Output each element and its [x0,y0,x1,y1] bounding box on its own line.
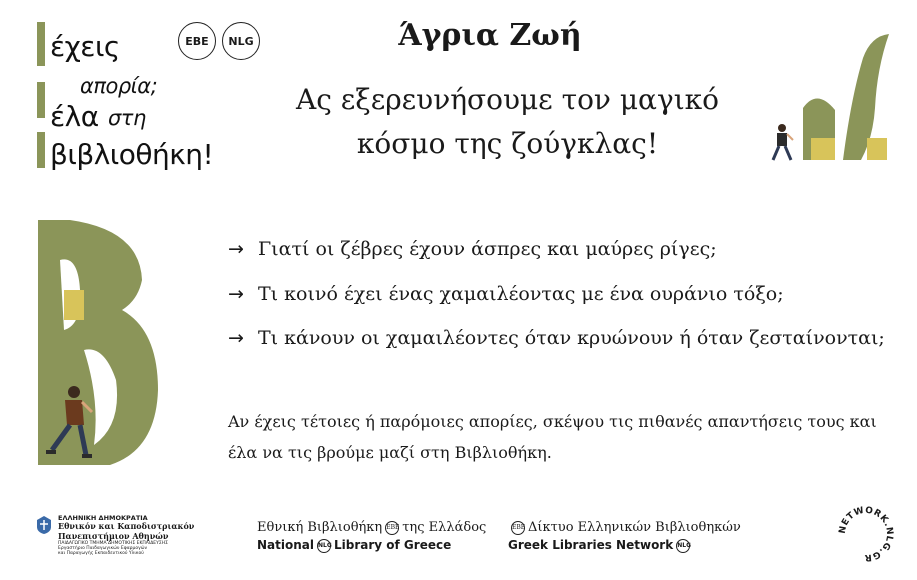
slogan-line-2: απορία; [80,74,158,98]
question-1 [228,238,717,260]
arrow-icon: → [228,327,244,349]
university-logo-text [58,515,194,556]
slogan-line-4: βιβλιοθήκη! [50,138,214,171]
slogan-bar-bottom [37,132,45,168]
network-english-badge: NLG [676,539,690,553]
page-subtitle [270,78,745,166]
subtitle-line-1: Ας εξερευνήσουμε τον μαγικό [295,83,720,116]
network-english: Greek Libraries Network [508,538,674,552]
question-2 [228,283,784,305]
slogan-line-3: έλα [50,100,99,133]
nlg-english-line [257,538,486,553]
nlg-english-badge: NLG [317,539,331,553]
nlg-badge: NLG [222,22,260,60]
question-1-text: Γιατί οι ζέβρες έχουν άσπρες και μαύρες ρίγες; [258,238,717,260]
network-english-line [508,538,741,553]
arrow-icon: → [228,283,244,305]
network-greek-line [508,520,741,535]
nlg-english-b: Library of Greece [334,538,452,552]
uoa-line-6: και Παραγωγής Εκπαιδευτικού Υλικού [58,551,144,557]
question-3 [228,327,885,349]
nlg-greek-line [257,520,486,535]
nlg-greek-a: Εθνική Βιβλιοθήκη [257,520,383,535]
page-title: Άγρια Ζωή [398,18,582,53]
svg-text:NETWORK.NLG.GR [838,506,894,562]
uoa-line-2: Εθνικόν και Καποδιστριακόν [58,521,195,532]
network-greek-badge: EBE [511,521,525,535]
question-2-text: Τι κοινό έχει ένας χαμαιλέοντας με ένα ουράνιο τόξο; [258,283,784,305]
arrow-icon: → [228,238,244,260]
slogan-line-3-small: στη [108,106,146,130]
nlg-greek-badge: EBE [385,521,399,535]
uoa-line-5: Εργαστήριο Παιδαγωγικών Εφαρμογών [58,546,148,552]
decorative-letter-beta [30,220,165,465]
network-greek: Δίκτυο Ελληνικών Βιβλιοθηκών [528,520,741,535]
subtitle-line-2: κόσμο της ζούγκλας! [356,127,659,160]
ebe-badge: EBE [178,22,216,60]
nlg-english-a: National [257,538,314,552]
nlg-logo-text [257,520,486,553]
question-3-text: Τι κάνουν οι χαμαιλέοντες όταν κρυώνουν ή όταν ζεσταίνονται; [258,327,885,349]
invitation-paragraph: Αν έχεις τέτοιες ή παρόμοιες απορίες, σκέψου τις πιθανές απαντήσεις τους και έλα να τις βρούμε μαζί στη Βιβλιοθήκη. [228,412,877,462]
network-circle-logo [838,506,894,562]
uoa-line-3: Πανεπιστήμιον Αθηνών [58,530,169,541]
uoa-line-4: ΠΑΙΔΑΓΩΓΙΚΟ ΤΜΗΜΑ ΔΗΜΟΤΙΚΗΣ ΕΚΠΑΙΔΕΥΣΗΣ [58,540,168,546]
nlg-greek-b: της Ελλάδος [402,520,487,535]
slogan-bar-top [37,22,45,66]
network-logo-text [508,520,741,553]
network-circle-text: NETWORK.NLG.GR [838,506,894,562]
slogan-bar-mid [37,82,45,118]
university-emblem-icon [36,515,52,535]
decorative-letter-lambda [765,28,895,166]
uoa-line-1: ΕΛΛΗΝΙΚΗ ΔΗΜΟΚΡΑΤΙΑ [58,514,148,522]
slogan-line-1: έχεις [50,30,120,63]
